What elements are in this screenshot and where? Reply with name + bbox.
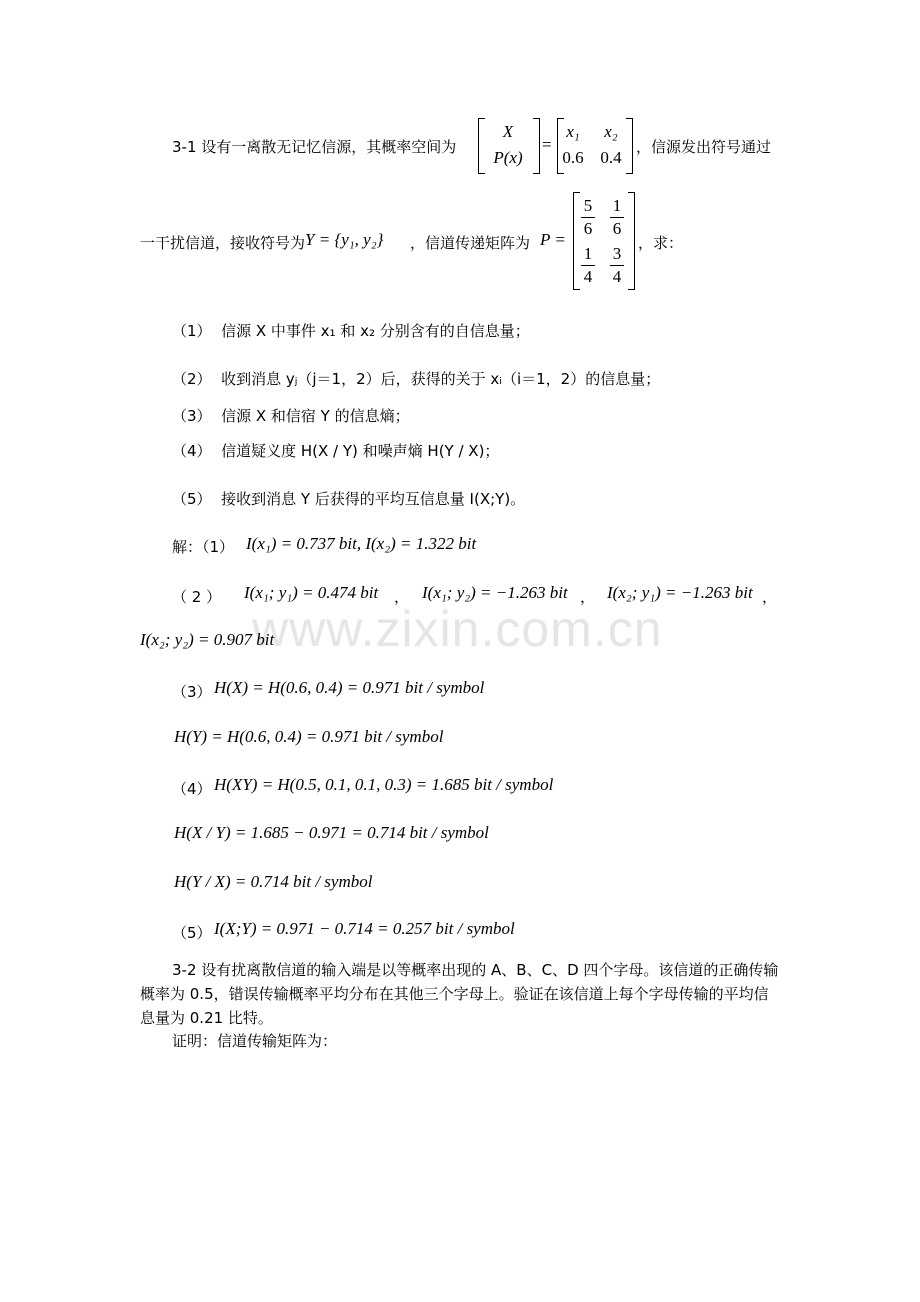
problem-3-1-line2-b: ，信道传递矩阵为: [410, 234, 531, 252]
item-1-number: （1）: [172, 322, 212, 340]
solution-5-label: （5）: [172, 924, 212, 942]
prob-0-6: 0.6: [562, 148, 584, 167]
solution-1-label: 解：（1）: [172, 538, 235, 556]
prob-x1: x₁: [566, 122, 580, 141]
solution-4c: H(Y / X) = 0.714 bit / symbol: [174, 872, 373, 891]
item-3-text: 信源 X 和信宿 Y 的信息熵；: [221, 407, 410, 425]
a22-num: 3: [612, 244, 622, 263]
P-label: P =: [540, 230, 566, 249]
solution-3a: H(X) = H(0.6, 0.4) = 0.971 bit / symbol: [214, 678, 485, 697]
item-1-text: 信源 X 中事件 x₁ 和 x₂ 分别含有的自信息量；: [221, 322, 530, 340]
question-item-3: [172, 405, 410, 426]
solution-3b: H(Y) = H(0.6, 0.4) = 0.971 bit / symbol: [174, 727, 444, 746]
item-5-number: （5）: [172, 490, 212, 508]
problem-3-2-text: 3-2 设有扰离散信道的输入端是以等概率出现的 A、B、C、D 四个字母。该信道的正确传输概率为 0.5，错误传输概率平均分布在其他三个字母上。验证在该信道上每个字母传输的平均信息量为 0.21 比特。: [140, 961, 779, 1027]
problem-3-1-line2-c: ，求：: [638, 234, 684, 252]
watermark: www.zixin.com.cn: [252, 601, 663, 657]
solution-5: I(X;Y) = 0.971 − 0.714 = 0.257 bit / symbol: [214, 919, 515, 938]
a11-num: 5: [583, 196, 593, 215]
a12-num: 1: [612, 196, 622, 215]
problem-3-1-intro: 3-1 设有一离散无记忆信源，其概率空间为: [172, 138, 457, 156]
proof-label: 证明：信道传输矩阵为：: [172, 1032, 338, 1050]
prob-x2: x₂: [604, 122, 618, 141]
problem-3-1-line2-a: 一干扰信道，接收符号为: [140, 234, 306, 252]
question-item-4: [172, 440, 499, 461]
a21-num: 1: [583, 244, 593, 263]
item-4-number: （4）: [172, 442, 212, 460]
problem-3-1-intro-cont: ，信源发出符号通过: [636, 138, 772, 156]
a22-den: 4: [612, 267, 622, 286]
item-4-text: 信道疑义度 H(X / Y) 和噪声熵 H(Y / X)；: [221, 442, 500, 460]
prob-space-Px: P(x): [493, 148, 523, 167]
comma-1: ，: [394, 588, 410, 606]
comma-2: ，: [580, 588, 596, 606]
equals-sign: =: [542, 135, 552, 154]
a12-den: 6: [612, 219, 622, 238]
solution-4-label: （4）: [172, 780, 212, 798]
matrix-a22: [610, 244, 624, 287]
item-5-text: 接收到消息 Y 后获得的平均互信息量 I(X;Y)。: [221, 490, 526, 508]
matrix-a21: [581, 244, 595, 287]
question-item-1: [172, 320, 530, 341]
solution-1: I(x₁) = 0.737 bit, I(x₂) = 1.322 bit: [246, 534, 477, 553]
solution-2a: I(x₁; y₁) = 0.474 bit: [244, 583, 379, 602]
comma-3: ，: [762, 588, 778, 606]
prob-space-X: X: [502, 122, 514, 141]
solution-2-label: （ 2 ）: [172, 588, 222, 606]
solution-4a: H(XY) = H(0.5, 0.1, 0.1, 0.3) = 1.685 bit / symbol: [214, 775, 554, 794]
question-item-2: [172, 368, 660, 389]
question-item-5: [172, 488, 525, 509]
prob-0-4: 0.4: [600, 148, 622, 167]
item-3-number: （3）: [172, 407, 212, 425]
item-2-text: 收到消息 yⱼ（j＝1，2）后，获得的关于 xᵢ（i＝1，2）的信息量；: [221, 370, 661, 388]
solution-2d: I(x₂; y₂) = 0.907 bit: [140, 630, 275, 649]
matrix-a11: [581, 196, 595, 239]
Y-set: Y = {y₁, y₂}: [305, 230, 384, 249]
solution-2b: I(x₁; y₂) = −1.263 bit: [422, 583, 568, 602]
matrix-a12: [610, 196, 624, 239]
a21-den: 4: [583, 267, 593, 286]
solution-3-label: （3）: [172, 683, 212, 701]
solution-2c: I(x₂; y₁) = −1.263 bit: [607, 583, 753, 602]
a11-den: 6: [583, 219, 593, 238]
item-2-number: （2）: [172, 370, 212, 388]
solution-4b: H(X / Y) = 1.685 − 0.971 = 0.714 bit / symbol: [174, 823, 489, 842]
